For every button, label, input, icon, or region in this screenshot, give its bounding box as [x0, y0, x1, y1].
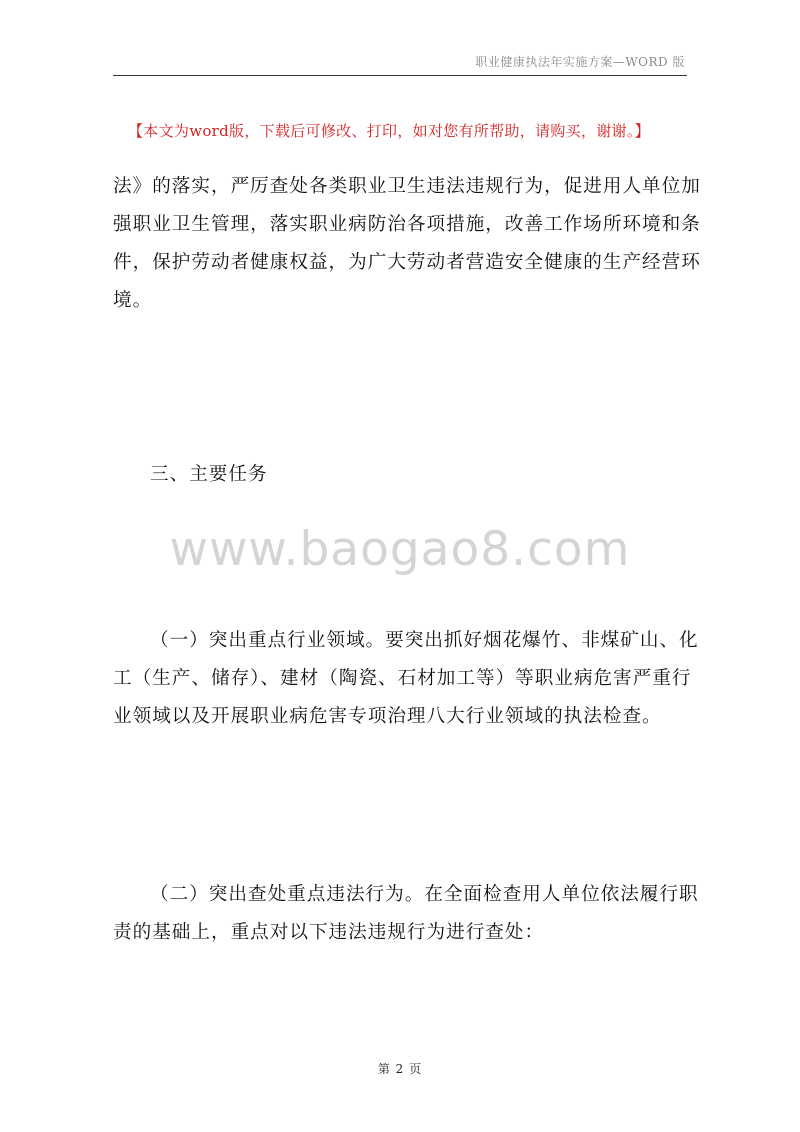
- paragraph-line: 境。: [113, 290, 153, 311]
- paragraph-line: （二）突出查处重点违法行为。在全面检查用人单位依法履行职: [150, 884, 699, 905]
- paragraph-line: （一）突出重点行业领域。要突出抓好烟花爆竹、非煤矿山、化: [150, 630, 699, 651]
- paragraph-1: [113, 168, 701, 320]
- paragraph-2: [113, 622, 699, 736]
- watermark: www.baogao8.com: [169, 522, 631, 577]
- section-heading-block: [113, 456, 688, 494]
- paragraph-line: 工（生产、储存）、建材（陶瓷、石材加工等）等职业病危害严重行: [113, 668, 692, 689]
- section-heading: 三、主要任务: [150, 464, 268, 485]
- paragraph-line: 件，保护劳动者健康权益，为广大劳动者营造安全健康的生产经营环: [113, 252, 701, 273]
- paragraph-line: 责的基础上，重点对以下违法违规行为进行查处：: [113, 922, 545, 943]
- header-rule: [113, 75, 687, 76]
- download-notice: 【本文为word版，下载后可修改、打印，如对您有所帮助，请购买，谢谢。】: [128, 122, 650, 140]
- paragraph-line: 强职业卫生管理，落实职业病防治各项措施，改善工作场所环境和条: [113, 214, 701, 235]
- page-number: 第 2 页: [377, 1062, 423, 1076]
- paragraph-3: [113, 876, 699, 952]
- paragraph-line: 业领域以及开展职业病危害专项治理八大行业领域的执法检查。: [113, 706, 662, 727]
- header-title: 职业健康执法年实施方案—WORD 版: [475, 55, 685, 69]
- paragraph-line: 法》的落实，严厉查处各类职业卫生违法违规行为，促进用人单位加: [113, 176, 701, 197]
